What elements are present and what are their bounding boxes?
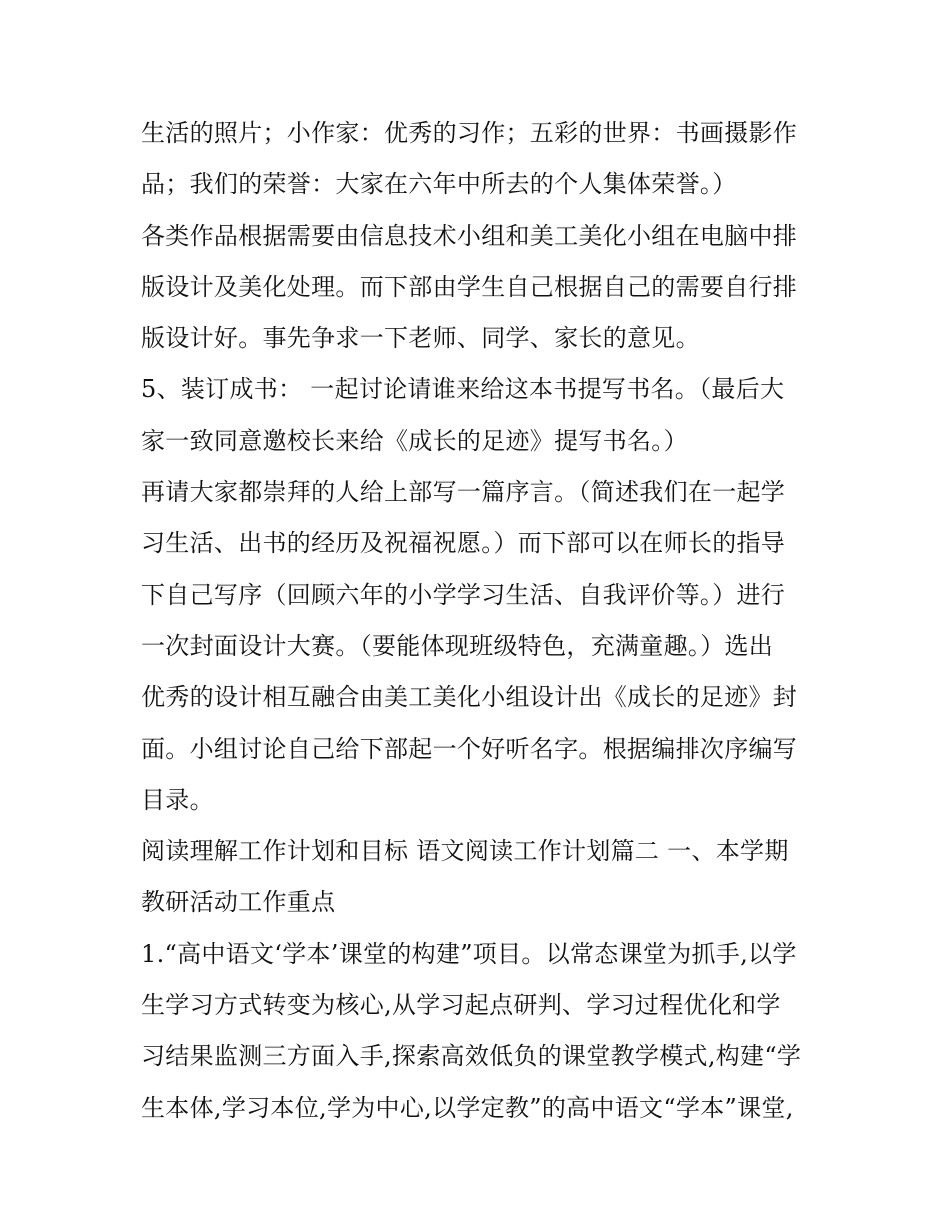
text-line: 优秀的设计相互融合由美工美化小组设计出《成长的足迹》封 — [141, 683, 798, 712]
text-line: 再请大家都崇拜的人给上部写一篇序言。（简述我们在一起学 — [141, 478, 786, 507]
text-line: 阅读理解工作计划和目标 语文阅读工作计划篇二 一、本学期 — [141, 837, 789, 866]
text-line: 品；我们的荣誉：大家在六年中所去的个人集体荣誉。） — [141, 170, 737, 199]
text-line: 面。小组讨论自己给下部起一个好听名字。根据编排次序编写 — [141, 734, 798, 763]
text-line: 生活的照片；小作家：优秀的习作；五彩的世界：书画摄影作 — [141, 119, 798, 147]
text-line: 目录。 — [141, 785, 214, 814]
text-line: 版设计及美化处理。而下部由学生自己根据自己的需要自行排 — [141, 272, 798, 301]
document-body — [141, 108, 813, 1134]
text-line: 家一致同意邀校长来给《成长的足迹》提写书名。） — [141, 426, 688, 455]
text-line: 习生活、出书的经历及祝福祝愿。）而下部可以在师长的指导 — [141, 529, 786, 558]
text-line: 一次封面设计大赛。（要能体现班级特色，充满童趣。）选出 — [141, 631, 774, 660]
text-line: 生本体,学习本位,学为中心,以学定教”的高中语文“学本”课堂, — [141, 1093, 794, 1122]
text-line: 习结果监测三方面入手,探索高效低负的课堂教学模式,构建“学 — [141, 1042, 802, 1071]
text-line: 教研活动工作重点 — [141, 888, 336, 917]
text-line: 生学习方式转变为核心,从学习起点研判、学习过程优化和学 — [141, 991, 781, 1020]
text-line: 版设计好。事先争求一下老师、同学、家长的意见。 — [141, 324, 700, 353]
text-line: 1.“高中语文‘学本’课堂的构建”项目。以常态课堂为抓手,以学 — [141, 939, 797, 968]
text-line: 下自己写序（回顾六年的小学学习生活、自我评价等。）进行 — [141, 580, 786, 609]
text-line: 各类作品根据需要由信息技术小组和美工美化小组在电脑中排 — [141, 221, 798, 250]
text-line: 5、装订成书： 一起讨论请谁来给这本书提写书名。（最后大 — [141, 375, 785, 404]
